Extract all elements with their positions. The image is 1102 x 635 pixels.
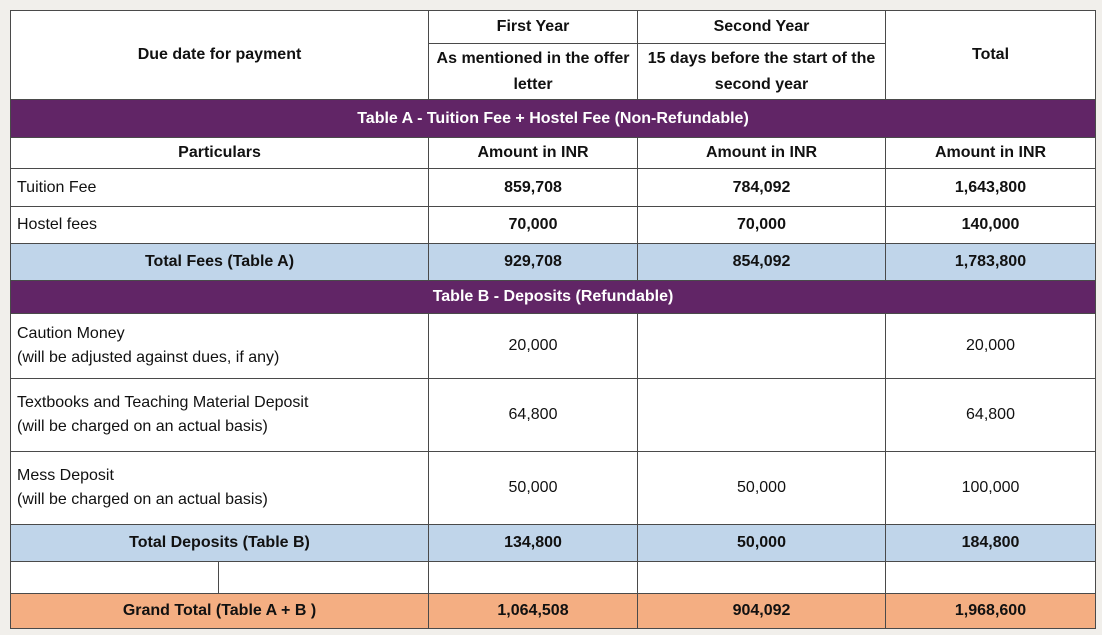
- mess-second-year: 50,000: [638, 452, 886, 525]
- mess-note: (will be charged on an actual basis): [17, 491, 268, 508]
- total-header: Total: [886, 11, 1096, 100]
- mess-total: 100,000: [886, 452, 1096, 525]
- table-row: [11, 452, 1096, 525]
- table-row: [11, 314, 1096, 379]
- tuition-total: 1,643,800: [886, 169, 1096, 207]
- table-row: [11, 379, 1096, 452]
- hostel-first-year: 70,000: [429, 207, 638, 244]
- second-year-due: 15 days before the start of the second year: [638, 44, 886, 100]
- row-label-textbooks: [11, 379, 429, 452]
- blank-cell: [11, 562, 219, 594]
- header-row-years: [11, 11, 1096, 44]
- total-fees-total: 1,783,800: [886, 244, 1096, 281]
- total-deposits-second-year: 50,000: [638, 525, 886, 562]
- grand-total-total: 1,968,600: [886, 594, 1096, 629]
- table-a-title: Table A - Tuition Fee + Hostel Fee (Non-Refundable): [11, 100, 1096, 138]
- particulars-header: Particulars: [11, 138, 429, 169]
- mess-label: Mess Deposit: [17, 467, 114, 484]
- fee-table: [10, 10, 1096, 629]
- tuition-second-year: 784,092: [638, 169, 886, 207]
- total-deposits-label: Total Deposits (Table B): [11, 525, 429, 562]
- amount-inr-header-1: Amount in INR: [429, 138, 638, 169]
- hostel-second-year: 70,000: [638, 207, 886, 244]
- blank-cell: [219, 562, 429, 594]
- second-year-header: Second Year: [638, 11, 886, 44]
- hostel-total: 140,000: [886, 207, 1096, 244]
- grand-total-row: [11, 594, 1096, 629]
- row-label-hostel: Hostel fees: [11, 207, 429, 244]
- total-deposits-first-year: 134,800: [429, 525, 638, 562]
- table-b-title-row: [11, 281, 1096, 314]
- grand-total-label: Grand Total (Table A + B ): [11, 594, 429, 629]
- mess-first-year: 50,000: [429, 452, 638, 525]
- table-a-total-row: [11, 244, 1096, 281]
- total-deposits-total: 184,800: [886, 525, 1096, 562]
- total-fees-first-year: 929,708: [429, 244, 638, 281]
- row-label-tuition: Tuition Fee: [11, 169, 429, 207]
- textbooks-label: Textbooks and Teaching Material Deposit: [17, 394, 309, 411]
- grand-total-second-year: 904,092: [638, 594, 886, 629]
- grand-total-first-year: 1,064,508: [429, 594, 638, 629]
- blank-cell: [638, 562, 886, 594]
- due-date-label: Due date for payment: [11, 11, 429, 100]
- fee-structure-sheet: [10, 10, 1095, 628]
- caution-total: 20,000: [886, 314, 1096, 379]
- first-year-due: As mentioned in the offer letter: [429, 44, 638, 100]
- textbooks-note: (will be charged on an actual basis): [17, 418, 268, 435]
- textbooks-first-year: 64,800: [429, 379, 638, 452]
- total-fees-second-year: 854,092: [638, 244, 886, 281]
- textbooks-total: 64,800: [886, 379, 1096, 452]
- caution-note: (will be adjusted against dues, if any): [17, 349, 280, 366]
- table-a-title-row: [11, 100, 1096, 138]
- first-year-header: First Year: [429, 11, 638, 44]
- table-b-title: Table B - Deposits (Refundable): [11, 281, 1096, 314]
- textbooks-second-year: [638, 379, 886, 452]
- table-b-total-row: [11, 525, 1096, 562]
- total-fees-label: Total Fees (Table A): [11, 244, 429, 281]
- table-row: [11, 169, 1096, 207]
- table-row: [11, 207, 1096, 244]
- table-a-columns-row: [11, 138, 1096, 169]
- row-label-mess: [11, 452, 429, 525]
- blank-row: [11, 562, 1096, 594]
- blank-cell: [886, 562, 1096, 594]
- tuition-first-year: 859,708: [429, 169, 638, 207]
- row-label-caution: [11, 314, 429, 379]
- caution-first-year: 20,000: [429, 314, 638, 379]
- blank-cell: [429, 562, 638, 594]
- caution-second-year: [638, 314, 886, 379]
- amount-inr-header-3: Amount in INR: [886, 138, 1096, 169]
- amount-inr-header-2: Amount in INR: [638, 138, 886, 169]
- caution-label: Caution Money: [17, 325, 125, 342]
